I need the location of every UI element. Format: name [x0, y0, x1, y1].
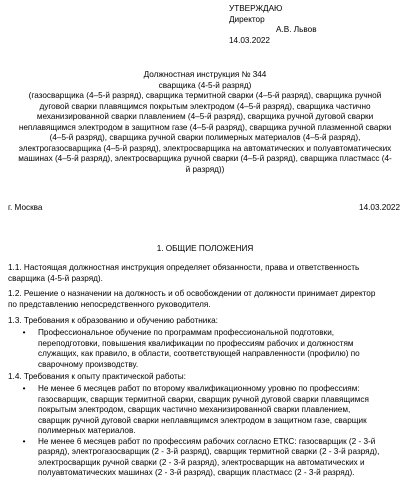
place-date-row [8, 203, 400, 214]
title-line: й разряд)) [185, 164, 225, 174]
approval-date: 14.03.2022 [229, 35, 270, 45]
title-line: (4–5-й разряд), сварщика ручной сварки полимерных материалов (4–5-й разряд), [49, 133, 361, 142]
education-list [18, 328, 398, 370]
paragraph-1-2 [8, 289, 400, 310]
title-line: (газосварщика (4–5-й разряд), сварщика термитной сварки (4–5-й разряд), сварщика ручной [28, 91, 382, 100]
paragraph-line: 1.1. Настоящая должностная инструкция определяет обязанности, права и ответственность [8, 263, 360, 272]
document-title [8, 70, 402, 175]
document-date: 14.03.2022 [359, 203, 400, 212]
list-item: • Профессиональное обучение по программам профессиональной подготовки, переподготовки, повышения квалификации по профессиям рабочих и должностям служащих, как правило, в области, соответствующей направленности (профилю) по сварочному производству. [18, 328, 398, 370]
approval-stamp: УТВЕРЖДАЮ [229, 4, 283, 13]
title-line: электрогазосварщика (4–5-й разряд), электросварщика на автоматических и полуавтоматических [18, 143, 392, 153]
document-number: Должностная инструкция № 344 [143, 70, 267, 79]
paragraph-1-4-heading: 1.4. Требования к опыту практической работы: [8, 372, 186, 381]
title-line: механизированной сварки плавлением (4–5-й разряд), сварщика ручной дуговой сварки [36, 112, 374, 121]
paragraph-1-3-heading: 1.3. Требования к образованию и обучению работника: [8, 316, 218, 325]
title-line: дуговой сварки плавящимся покрытым электродом (4–5-й разряд), сварщика частично [39, 101, 371, 111]
experience-list [18, 384, 398, 479]
title-line: сварщика (4-5-й разряд) [158, 80, 252, 90]
approval-block [229, 4, 399, 46]
approval-position: Директор [229, 14, 265, 24]
city: г. Москва [8, 203, 43, 212]
list-item: • Не менее 6 месяцев работ по профессиям рабочих согласно ЕТКС: газосварщик (2 - 3-й разряд), электрогазосварщик (2 - 3-й разряд), сварщик термитной сварки (2 - 3-й разряд), электросварщик ручной сварки (2 - 3-й разряд), электросварщик на автоматических и полуавтоматических машинах (2 - 3-й разряд), сварщик пластмасс (2 - 3-й разряд). [18, 437, 398, 479]
bullet-icon: • [22, 328, 26, 337]
paragraph-line: сварщика (4-5-й разряд). [8, 273, 103, 283]
title-line: неплавящимся электродом в защитном газе (4–5-й разряд), сварщика ручной плазменной сварки [18, 122, 392, 132]
paragraph-1-1 [8, 263, 400, 284]
approval-signer-name: А.В. Львов [276, 25, 317, 34]
bullet-icon: • [22, 436, 26, 446]
bullet-icon: • [22, 384, 26, 393]
list-item: • Не менее 6 месяцев работ по второму квалификационному уровню по профессиям: газосварщик, сварщик термитной сварки, сварщик ручной дуговой сварки плавящимся покрытым электродом, сварщик частично механизированной сварки плавлением, сварщик ручной дуговой сварки неплавящимся электродом в защитном газе, сварщик полимерных материалов. [18, 384, 398, 437]
section-heading: 1. ОБЩИЕ ПОЛОЖЕНИЯ [156, 244, 254, 253]
paragraph-line: по представлению непосредственного руководителя. [8, 299, 211, 309]
paragraph-line: 1.2. Решение о назначении на должность и об освобождении от должности принимает директор [8, 289, 376, 298]
title-line: машинах (4–5-й разряд), электросварщика ручной сварки (4–5-й разряд), сварщика пластмасс (4- [18, 154, 392, 163]
